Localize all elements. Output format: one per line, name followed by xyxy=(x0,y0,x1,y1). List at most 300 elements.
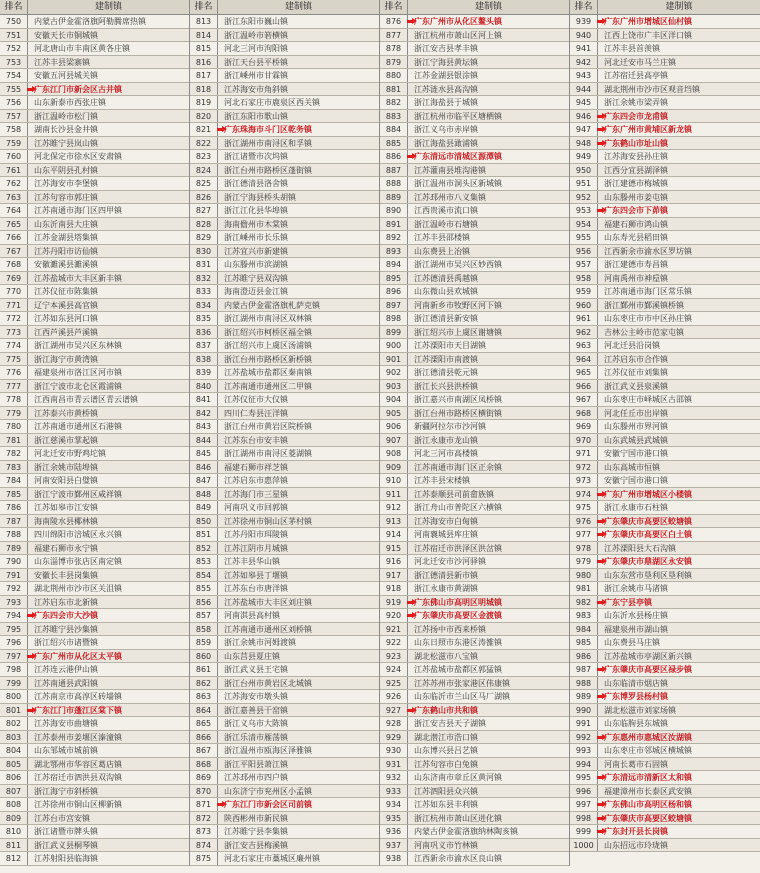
rank-cell xyxy=(570,272,598,285)
table-row xyxy=(380,326,569,340)
rank-value: 836 xyxy=(195,327,212,337)
rank-cell xyxy=(0,326,28,339)
town-cell: 湖北鄂州市华容区葛店镇 xyxy=(34,759,122,769)
table-row xyxy=(570,636,760,650)
rank-cell xyxy=(380,501,408,514)
table-row xyxy=(380,164,569,178)
table-row xyxy=(0,488,189,502)
table-row xyxy=(0,812,189,826)
rank-value: 833 xyxy=(195,287,212,296)
town-cell: 四川绵阳市涪城区永兴镇 xyxy=(34,530,122,539)
town-cell: 江苏泗阳县众兴镇 xyxy=(414,786,478,796)
rank-cell xyxy=(570,447,598,460)
table-row xyxy=(190,29,379,43)
rank-cell xyxy=(380,474,408,487)
rank-value: 885 xyxy=(385,138,402,148)
rank-value: 951 xyxy=(575,179,592,188)
table-row xyxy=(380,798,569,812)
rank-value: 850 xyxy=(195,516,212,526)
town-cell: 河南巩义市回郭镇 xyxy=(224,503,288,512)
rank-cell xyxy=(570,204,598,217)
table-row xyxy=(0,852,189,866)
rank-value: 982 xyxy=(575,597,592,607)
rank-cell xyxy=(0,798,28,811)
town-cell: 河北迁安市沙河驿镇 xyxy=(414,557,486,566)
table-row xyxy=(0,582,189,596)
town-cell: 江苏连云港伊山镇 xyxy=(34,665,98,674)
town-cell: 浙江嵊州市甘霖镇 xyxy=(224,71,288,80)
table-row xyxy=(190,285,379,299)
table-row xyxy=(190,582,379,596)
rank-cell xyxy=(570,83,598,96)
rank-cell xyxy=(0,191,28,204)
rank-cell xyxy=(190,501,218,514)
rank-value: 887 xyxy=(385,165,402,175)
rank-value: 751 xyxy=(5,30,22,40)
table-row xyxy=(0,501,189,515)
table-row xyxy=(190,758,379,772)
table-row xyxy=(0,204,189,218)
table-row xyxy=(0,218,189,232)
town-cell: 浙江江化县华埠镇 xyxy=(224,206,288,215)
table-row xyxy=(380,758,569,772)
town-cell: 江苏徐州市铜山区柳新镇 xyxy=(34,800,122,809)
rank-cell xyxy=(570,474,598,487)
table-body xyxy=(190,15,379,866)
table-row xyxy=(570,474,760,488)
table-row xyxy=(380,56,569,70)
rank-cell xyxy=(190,69,218,82)
rank-value: 908 xyxy=(385,449,402,458)
rank-cell xyxy=(380,852,408,865)
rank-value: 781 xyxy=(5,435,22,445)
table-row xyxy=(380,272,569,286)
rank-value: 884 xyxy=(385,125,402,134)
rank-value: 875 xyxy=(195,854,212,863)
rank-value: 939 xyxy=(575,17,592,26)
table-row xyxy=(380,150,569,164)
rank-value: 824 xyxy=(195,165,212,175)
table-row xyxy=(0,771,189,785)
rank-cell xyxy=(190,42,218,55)
rank-cell xyxy=(190,164,218,177)
rank-cell xyxy=(380,785,408,798)
town-cell: 江西芦溪县芦溪镇 xyxy=(34,327,98,337)
rank-cell xyxy=(0,434,28,447)
town-cell: 浙江湖州市南浔区双林镇 xyxy=(224,314,312,323)
town-cell: 江苏台市宫安镇 xyxy=(34,813,90,823)
town-cell: 江苏仪征市刘集镇 xyxy=(604,368,668,377)
table-row xyxy=(0,461,189,475)
rank-cell xyxy=(0,150,28,163)
rank-value: 869 xyxy=(195,773,212,782)
table-row xyxy=(0,339,189,353)
rank-value: 752 xyxy=(5,44,22,53)
town-cell: 江苏徐州市铜山区茅村镇 xyxy=(224,516,312,526)
rank-value: 911 xyxy=(385,489,402,499)
table-row xyxy=(570,258,760,272)
rank-cell xyxy=(380,744,408,757)
rank-value: 834 xyxy=(195,300,212,310)
table-row xyxy=(570,434,760,448)
rank-cell xyxy=(570,150,598,163)
town-cell: 浙江东阳市巍山镇 xyxy=(224,17,288,26)
rank-value: 992 xyxy=(575,732,592,742)
rank-value: 852 xyxy=(195,543,212,553)
rank-value: 912 xyxy=(385,503,402,512)
rank-value: 970 xyxy=(575,435,592,445)
rank-value: 841 xyxy=(195,395,212,404)
rank-cell xyxy=(0,717,28,730)
town-cell: 广东惠州市惠城区汝湖镇 xyxy=(604,732,692,742)
rank-cell xyxy=(0,623,28,636)
rank-value: 858 xyxy=(195,624,212,634)
rank-cell xyxy=(0,258,28,271)
rank-value: 902 xyxy=(385,368,402,377)
rank-value: 879 xyxy=(385,57,402,67)
town-cell: 江苏丰县宋楼镇 xyxy=(414,476,470,485)
table-row xyxy=(0,177,189,191)
rank-value: 966 xyxy=(575,381,592,391)
town-cell: 山东费县上冶镇 xyxy=(414,246,470,256)
rank-cell xyxy=(0,515,28,528)
rank-value: 765 xyxy=(5,219,22,229)
rank-value: 853 xyxy=(195,557,212,566)
rank-value: 924 xyxy=(385,665,402,674)
table-row xyxy=(380,137,569,151)
table-row xyxy=(380,582,569,596)
table-row xyxy=(190,731,379,745)
town-cell: 浙江诸暨市次坞镇 xyxy=(224,152,288,161)
table-row xyxy=(570,218,760,232)
rank-value: 984 xyxy=(575,624,592,634)
rank-value: 788 xyxy=(5,530,22,539)
rank-value: 926 xyxy=(385,692,402,701)
town-cell: 浙江余姚市陆埠镇 xyxy=(34,462,98,472)
rank-cell xyxy=(190,326,218,339)
town-cell: 浙江长兴县洪桥镇 xyxy=(414,381,478,391)
town-cell: 浙江德清县洛舍镇 xyxy=(224,179,288,188)
table-row xyxy=(190,56,379,70)
rank-cell xyxy=(0,569,28,582)
rank-value: 975 xyxy=(575,503,592,512)
table-row xyxy=(0,731,189,745)
town-cell: 浙江德清县新安镇 xyxy=(414,314,478,323)
table-row xyxy=(570,569,760,583)
town-cell: 浙江嘉善县干窑镇 xyxy=(224,705,288,715)
rank-value: 916 xyxy=(385,557,402,566)
town-cell: 浙江湖州市吴兴区妙西镇 xyxy=(414,260,502,269)
table-row xyxy=(0,785,189,799)
rank-value: 989 xyxy=(575,692,592,701)
table-header xyxy=(0,0,189,15)
rank-cell xyxy=(190,29,218,42)
town-cell: 广东广州市从化区太平镇 xyxy=(34,651,122,661)
rank-cell xyxy=(380,542,408,555)
rank-cell xyxy=(570,393,598,406)
rank-value: 941 xyxy=(575,44,592,53)
table-row xyxy=(190,231,379,245)
rank-cell xyxy=(570,69,598,82)
rank-cell xyxy=(0,528,28,541)
rank-cell xyxy=(380,461,408,474)
rank-cell xyxy=(380,690,408,703)
rank-value: 948 xyxy=(575,138,592,148)
table-row xyxy=(570,515,760,529)
rank-cell xyxy=(0,218,28,231)
town-cell: 江苏泰州市姜堰区溱潼镇 xyxy=(34,732,122,742)
rank-cell xyxy=(190,15,218,28)
rank-value: 906 xyxy=(385,422,402,431)
town-cell: 浙江永康市龙山镇 xyxy=(414,435,478,445)
rank-value: 823 xyxy=(195,152,212,161)
rank-value: 958 xyxy=(575,273,592,283)
table-row xyxy=(570,528,760,542)
rank-cell xyxy=(190,393,218,406)
rank-value: 896 xyxy=(385,287,402,296)
table-section-1 xyxy=(0,0,190,866)
rank-value: 940 xyxy=(575,30,592,40)
table-row xyxy=(570,285,760,299)
town-cell: 浙江台州市黄岩区北城镇 xyxy=(224,678,312,688)
table-row xyxy=(570,609,760,623)
rank-cell xyxy=(190,56,218,69)
rank-value: 775 xyxy=(5,354,22,364)
rank-cell xyxy=(570,299,598,312)
rank-cell xyxy=(570,528,598,541)
table-row xyxy=(0,393,189,407)
town-cell: 福建石狮市祥芝镇 xyxy=(224,462,288,472)
table-row xyxy=(570,245,760,259)
rank-value: 838 xyxy=(195,354,212,364)
rank-cell xyxy=(190,515,218,528)
rank-value: 762 xyxy=(5,179,22,188)
table-row xyxy=(0,272,189,286)
table-row xyxy=(190,123,379,137)
rank-value: 959 xyxy=(575,287,592,296)
town-cell: 江西新余市渝水区良山镇 xyxy=(414,854,502,863)
table-row xyxy=(190,393,379,407)
town-cell: 广东四会市下茆镇 xyxy=(604,206,668,215)
town-cell: 浙江台州市黄岩区院桥镇 xyxy=(224,422,312,431)
town-cell: 浙江绍兴市上虞区谢塘镇 xyxy=(414,327,502,337)
rank-cell xyxy=(380,569,408,582)
town-cell: 湖南长沙县金井镇 xyxy=(34,125,98,134)
table-row xyxy=(570,488,760,502)
town-column-header: 建制镇 xyxy=(94,2,122,12)
town-cell: 浙江温州市洞头区新城镇 xyxy=(414,179,502,188)
rank-cell xyxy=(380,231,408,244)
rank-value: 861 xyxy=(195,665,212,674)
table-row xyxy=(380,366,569,380)
table-row xyxy=(380,42,569,56)
rank-cell xyxy=(570,569,598,582)
rank-cell xyxy=(570,771,598,784)
town-cell: 浙江温岭市石塘镇 xyxy=(414,219,478,229)
table-row xyxy=(190,839,379,853)
town-cell: 安徽宁国市港口镇 xyxy=(604,476,668,485)
rank-value: 795 xyxy=(5,624,22,634)
town-cell: 河北三河市高楼镇 xyxy=(414,449,478,458)
table-row xyxy=(0,150,189,164)
town-cell: 江苏溧阳市天目湖镇 xyxy=(414,341,486,350)
rank-value: 785 xyxy=(5,489,22,499)
town-cell: 江西南昌市青云谱区青云谱镇 xyxy=(34,395,138,404)
town-cell: 山东济南市章丘区黄河镇 xyxy=(414,773,502,782)
town-cell: 江苏扬中市西来桥镇 xyxy=(414,624,486,634)
rank-value: 866 xyxy=(195,732,212,742)
table-row xyxy=(0,609,189,623)
table-row xyxy=(570,69,760,83)
town-cell: 浙江宁海县黄坛镇 xyxy=(414,57,478,67)
town-cell: 浙江乐清市雁荡镇 xyxy=(224,732,288,742)
town-cell: 广东鹤山市共和镇 xyxy=(414,705,478,715)
rank-value: 990 xyxy=(575,705,592,715)
rank-cell xyxy=(380,339,408,352)
rank-cell xyxy=(380,555,408,568)
table-row xyxy=(190,137,379,151)
rank-cell xyxy=(190,218,218,231)
town-cell: 河北石家庄市藁城区廉州镇 xyxy=(224,854,320,863)
rank-value: 893 xyxy=(385,246,402,256)
rank-cell xyxy=(0,42,28,55)
town-cell: 山东临清市烟店镇 xyxy=(604,678,668,688)
table-row xyxy=(570,798,760,812)
rank-cell xyxy=(380,299,408,312)
table-row xyxy=(0,137,189,151)
rank-cell xyxy=(190,798,218,811)
town-cell: 江苏丰县梁寨镇 xyxy=(34,57,90,67)
table-row xyxy=(380,299,569,313)
town-cell: 四川仁寿县汪洋镇 xyxy=(224,408,288,418)
rank-cell xyxy=(0,366,28,379)
table-row xyxy=(380,825,569,839)
rank-cell xyxy=(190,272,218,285)
table-row xyxy=(570,339,760,353)
rank-cell xyxy=(0,420,28,433)
town-cell: 江西新余市渝水区罗坊镇 xyxy=(604,246,692,256)
rank-value: 758 xyxy=(5,125,22,134)
rank-value: 777 xyxy=(5,381,22,391)
table-row xyxy=(190,191,379,205)
table-header xyxy=(380,0,569,15)
table-row xyxy=(190,596,379,610)
rank-cell xyxy=(0,555,28,568)
table-row xyxy=(190,852,379,866)
town-column-header: 建制镇 xyxy=(284,2,312,12)
town-cell: 广东佛山市高明区杨和镇 xyxy=(604,800,692,809)
rank-cell xyxy=(190,339,218,352)
town-cell: 江苏海安市墩头镇 xyxy=(224,692,288,701)
rank-value: 996 xyxy=(575,786,592,796)
town-cell: 山东平阴县孔村镇 xyxy=(34,165,98,175)
rank-value: 987 xyxy=(575,665,592,674)
town-cell: 山东新泰市西张庄镇 xyxy=(34,98,106,107)
table-row xyxy=(570,299,760,313)
rank-value: 891 xyxy=(385,219,402,229)
rank-value: 821 xyxy=(195,125,212,134)
rank-value: 814 xyxy=(195,30,212,40)
town-cell: 浙江武义县王宅镇 xyxy=(224,665,288,674)
rank-value: 812 xyxy=(5,854,22,863)
rank-value: 932 xyxy=(385,773,402,782)
table-row xyxy=(380,690,569,704)
town-cell: 浙江湖州市吴兴区东林镇 xyxy=(34,341,122,350)
rank-cell xyxy=(570,258,598,271)
rank-value: 769 xyxy=(5,273,22,283)
rank-cell xyxy=(0,731,28,744)
table-row xyxy=(380,69,569,83)
town-cell: 内蒙古伊金霍洛旗阿勒腾席热镇 xyxy=(34,17,146,26)
rank-cell xyxy=(570,461,598,474)
rank-value: 888 xyxy=(385,179,402,188)
table-row xyxy=(0,825,189,839)
town-cell: 江苏丹阳市访仙镇 xyxy=(34,246,98,256)
rank-value: 881 xyxy=(385,84,402,94)
rank-value: 986 xyxy=(575,651,592,661)
rank-value: 783 xyxy=(5,462,22,472)
rank-value: 863 xyxy=(195,692,212,701)
rank-cell xyxy=(570,312,598,325)
rank-value: 905 xyxy=(385,408,402,418)
rank-cell xyxy=(570,56,598,69)
rank-cell xyxy=(0,56,28,69)
table-row xyxy=(0,758,189,772)
rank-cell xyxy=(570,353,598,366)
rank-value: 750 xyxy=(5,17,22,26)
rank-value: 813 xyxy=(195,17,212,26)
table-row xyxy=(190,110,379,124)
rank-cell xyxy=(190,609,218,622)
town-cell: 海南澄迈县金江镇 xyxy=(224,287,288,296)
table-row xyxy=(380,204,569,218)
rank-value: 774 xyxy=(5,341,22,350)
rank-cell xyxy=(570,582,598,595)
rank-cell xyxy=(570,812,598,825)
rank-cell xyxy=(0,839,28,852)
rank-value: 822 xyxy=(195,138,212,148)
rank-cell xyxy=(570,717,598,730)
town-cell: 安徽天长市铜城镇 xyxy=(34,30,98,40)
table-row xyxy=(0,42,189,56)
town-cell: 浙江台州市路桥区横街镇 xyxy=(414,408,502,418)
town-cell: 福建泉州市湖山镇 xyxy=(604,624,668,634)
rank-cell xyxy=(190,380,218,393)
town-cell: 河北保定市徐水区安肃镇 xyxy=(34,152,122,161)
table-header xyxy=(190,0,379,15)
rank-cell xyxy=(190,636,218,649)
table-row xyxy=(570,461,760,475)
town-cell: 广东江门市新会区司前镇 xyxy=(224,800,312,809)
town-cell: 浙江安吉县天子湖镇 xyxy=(414,719,486,728)
rank-value: 753 xyxy=(5,57,22,67)
table-row xyxy=(0,555,189,569)
town-cell: 江苏南京市高淳区砖墙镇 xyxy=(34,692,122,701)
table-row xyxy=(380,596,569,610)
town-cell: 湖北荆州市沙市区观音垱镇 xyxy=(604,84,700,94)
table-row xyxy=(0,123,189,137)
table-row xyxy=(570,690,760,704)
rank-cell xyxy=(0,785,28,798)
town-cell: 陕西彬州市新民镇 xyxy=(224,813,288,823)
town-cell: 广东江门市蓬江区棠下镇 xyxy=(34,705,122,715)
town-cell: 江苏仪征市大仪镇 xyxy=(224,395,288,404)
table-row xyxy=(0,29,189,43)
rank-cell xyxy=(570,218,598,231)
rank-value: 957 xyxy=(575,260,592,269)
town-cell: 广东肇庆市高要区蛟塘镇 xyxy=(604,516,692,526)
rank-cell xyxy=(0,812,28,825)
